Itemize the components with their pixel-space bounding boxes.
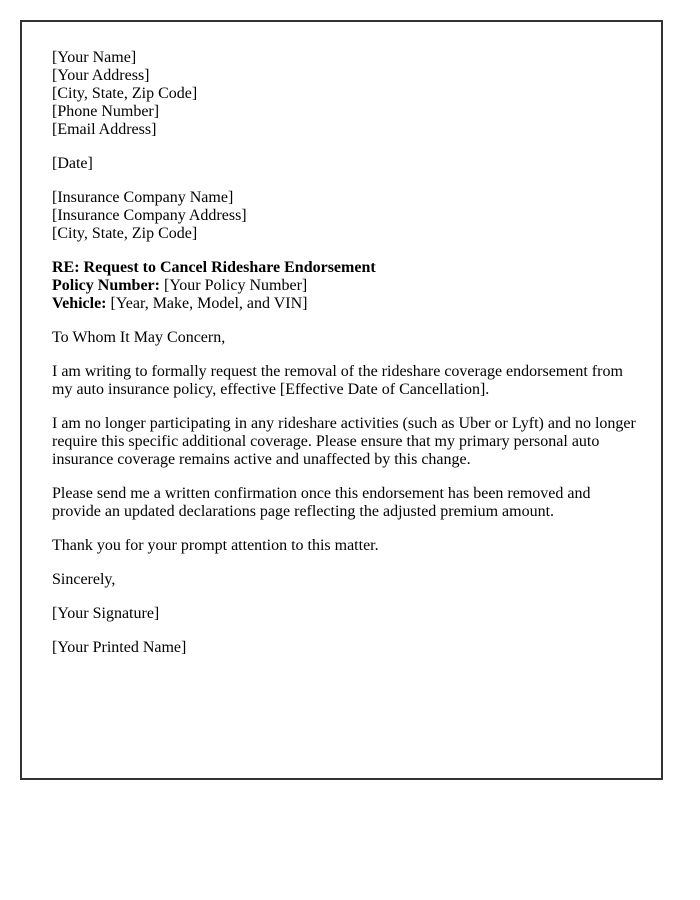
recipient-company-name: [Insurance Company Name] bbox=[52, 189, 234, 206]
recipient-company-address: [Insurance Company Address] bbox=[52, 207, 247, 224]
subject-block bbox=[52, 259, 643, 313]
salutation: To Whom It May Concern, bbox=[52, 329, 226, 346]
policy-number-label: Policy Number: bbox=[52, 277, 160, 294]
body-paragraph-2: I am no longer participating in any rideshare activities (such as Uber or Lyft) and no longer require this specific additional coverage. Please ensure that my primary personal auto insurance coverage remains active and unaffected by this change. bbox=[52, 415, 636, 468]
body-paragraph-1: I am writing to formally request the removal of the rideshare coverage endorsement from my auto insurance policy, effective [Effective Date of Cancellation]. bbox=[52, 363, 623, 398]
sender-phone: [Phone Number] bbox=[52, 103, 160, 120]
closing: Sincerely, bbox=[52, 571, 116, 588]
sender-city-state-zip: [City, State, Zip Code] bbox=[52, 85, 198, 102]
signature-placeholder: [Your Signature] bbox=[52, 605, 160, 622]
letter-document bbox=[20, 20, 663, 780]
sender-name: [Your Name] bbox=[52, 49, 137, 66]
recipient-block bbox=[52, 189, 643, 243]
date-line: [Date] bbox=[52, 155, 93, 172]
recipient-city-state-zip: [City, State, Zip Code] bbox=[52, 225, 198, 242]
vehicle-value: [Year, Make, Model, and VIN] bbox=[110, 295, 308, 312]
printed-name-placeholder: [Your Printed Name] bbox=[52, 639, 187, 656]
body-paragraph-3: Please send me a written confirmation once this endorsement has been removed and provide an updated declarations page reflecting the adjusted premium amount. bbox=[52, 485, 591, 520]
policy-number-value: [Your Policy Number] bbox=[163, 277, 308, 294]
sender-block bbox=[52, 49, 643, 139]
vehicle-label: Vehicle: bbox=[52, 295, 107, 312]
sender-address: [Your Address] bbox=[52, 67, 150, 84]
subject-re-line: RE: Request to Cancel Rideshare Endorsement bbox=[52, 259, 376, 276]
body-paragraph-4: Thank you for your prompt attention to this matter. bbox=[52, 537, 379, 554]
sender-email: [Email Address] bbox=[52, 121, 157, 138]
